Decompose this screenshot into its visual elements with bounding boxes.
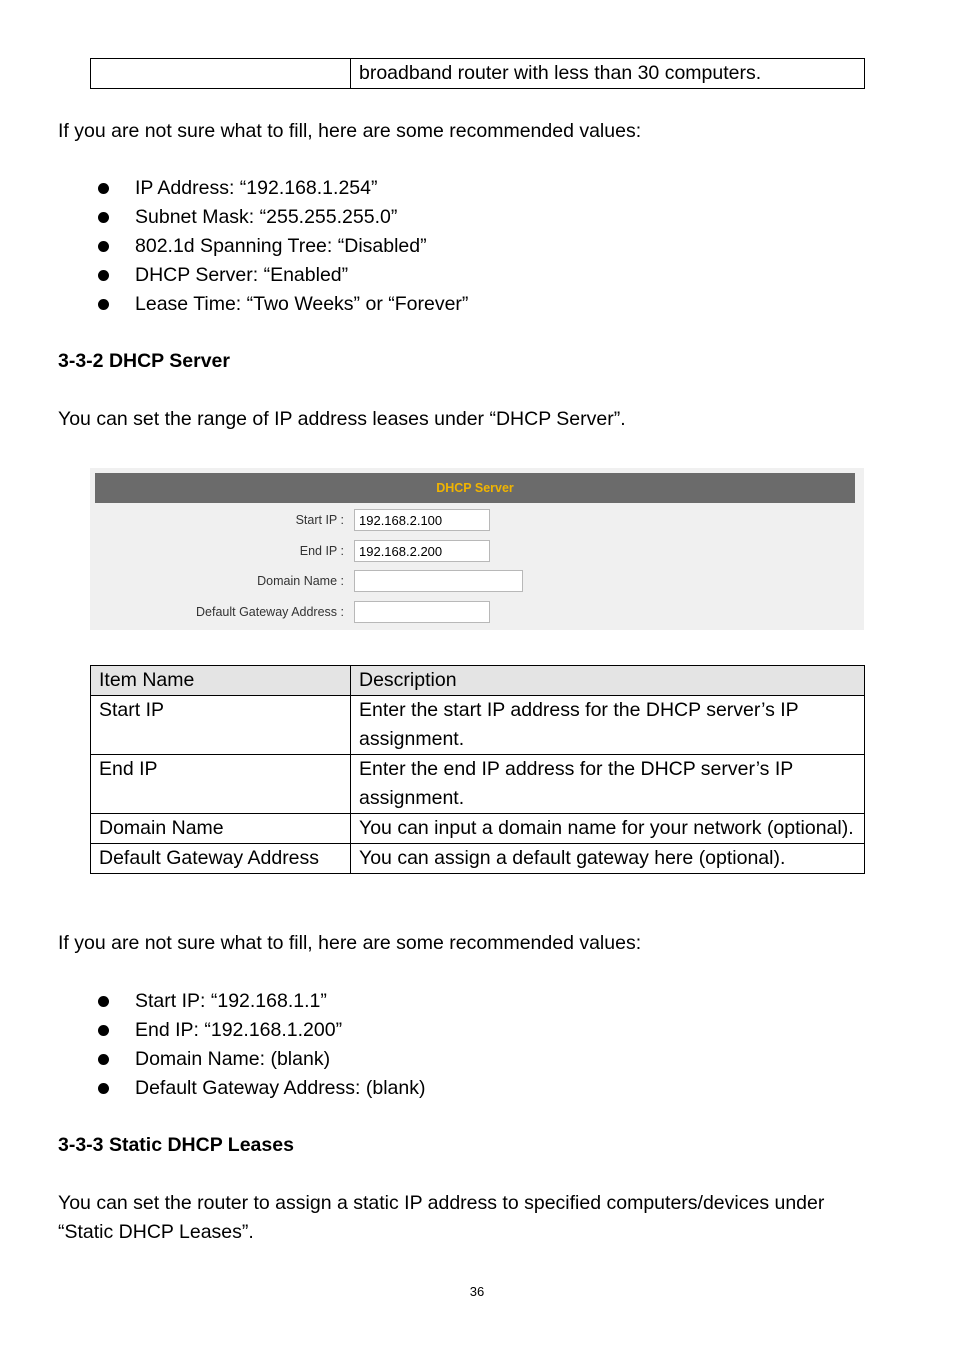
recommended-list-1 bbox=[96, 174, 468, 319]
table-cell: End IP bbox=[91, 755, 351, 814]
table-cell: Start IP bbox=[91, 696, 351, 755]
table-cell: Enter the end IP address for the DHCP server’s IP assignment. bbox=[351, 755, 865, 814]
bullet-icon bbox=[98, 241, 109, 252]
table-row bbox=[91, 59, 865, 89]
list-item: Domain Name: (blank) bbox=[96, 1045, 425, 1074]
table-row bbox=[91, 814, 865, 844]
default-gateway-label: Default Gateway Address : bbox=[196, 605, 344, 619]
list-item: IP Address: “192.168.1.254” bbox=[96, 174, 468, 203]
bullet-icon bbox=[98, 270, 109, 281]
section-heading-dhcp-server: 3-3-2 DHCP Server bbox=[58, 350, 230, 372]
section-heading-static-dhcp-leases: 3-3-3 Static DHCP Leases bbox=[58, 1134, 294, 1156]
end-ip-input[interactable]: 192.168.2.200 bbox=[354, 540, 490, 562]
list-item: Subnet Mask: “255.255.255.0” bbox=[96, 203, 468, 232]
domain-name-label: Domain Name : bbox=[257, 574, 344, 588]
table-row bbox=[91, 696, 865, 755]
table-cell: You can assign a default gateway here (optional). bbox=[351, 844, 865, 874]
table-cell bbox=[91, 59, 351, 89]
list-item: Lease Time: “Two Weeks” or “Forever” bbox=[96, 290, 468, 319]
domain-name-input[interactable] bbox=[354, 570, 523, 592]
continued-table bbox=[90, 58, 865, 89]
default-gateway-input[interactable] bbox=[354, 601, 490, 623]
table-cell: You can input a domain name for your network (optional). bbox=[351, 814, 865, 844]
column-header-description: Description bbox=[351, 666, 865, 696]
dhcp-server-paragraph: You can set the range of IP address leases under “DHCP Server”. bbox=[58, 408, 626, 430]
page-number: 36 bbox=[469, 1284, 485, 1299]
table-cell: Enter the start IP address for the DHCP server’s IP assignment. bbox=[351, 696, 865, 755]
list-item: End IP: “192.168.1.200” bbox=[96, 1016, 425, 1045]
bullet-icon bbox=[98, 1054, 109, 1065]
dhcp-server-screenshot bbox=[90, 468, 864, 630]
list-item: 802.1d Spanning Tree: “Disabled” bbox=[96, 232, 468, 261]
bullet-icon bbox=[98, 183, 109, 194]
bullet-icon bbox=[98, 299, 109, 310]
table-row bbox=[91, 755, 865, 814]
recommended-list-2 bbox=[96, 987, 425, 1103]
table-row bbox=[91, 844, 865, 874]
item-description-table bbox=[90, 665, 865, 874]
list-item: Start IP: “192.168.1.1” bbox=[96, 987, 425, 1016]
end-ip-label: End IP : bbox=[299, 544, 344, 558]
table-cell: Domain Name bbox=[91, 814, 351, 844]
table-cell: Default Gateway Address bbox=[91, 844, 351, 874]
list-item: Default Gateway Address: (blank) bbox=[96, 1074, 425, 1103]
column-header-item-name: Item Name bbox=[91, 666, 351, 696]
bullet-icon bbox=[98, 996, 109, 1007]
bullet-icon bbox=[98, 1083, 109, 1094]
table-cell: broadband router with less than 30 computers. bbox=[351, 59, 865, 89]
recommended-intro-2: If you are not sure what to fill, here are some recommended values: bbox=[58, 932, 642, 954]
table-header-row bbox=[91, 666, 865, 696]
static-dhcp-paragraph: You can set the router to assign a static IP address to specified computers/devices under “Static DHCP Leases”. bbox=[58, 1192, 825, 1243]
bullet-icon bbox=[98, 1025, 109, 1036]
dhcp-server-title-bar: DHCP Server bbox=[95, 473, 855, 503]
start-ip-label: Start IP : bbox=[295, 513, 344, 527]
list-item: DHCP Server: “Enabled” bbox=[96, 261, 468, 290]
start-ip-input[interactable]: 192.168.2.100 bbox=[354, 509, 490, 531]
recommended-intro-1: If you are not sure what to fill, here are some recommended values: bbox=[58, 120, 642, 142]
bullet-icon bbox=[98, 212, 109, 223]
